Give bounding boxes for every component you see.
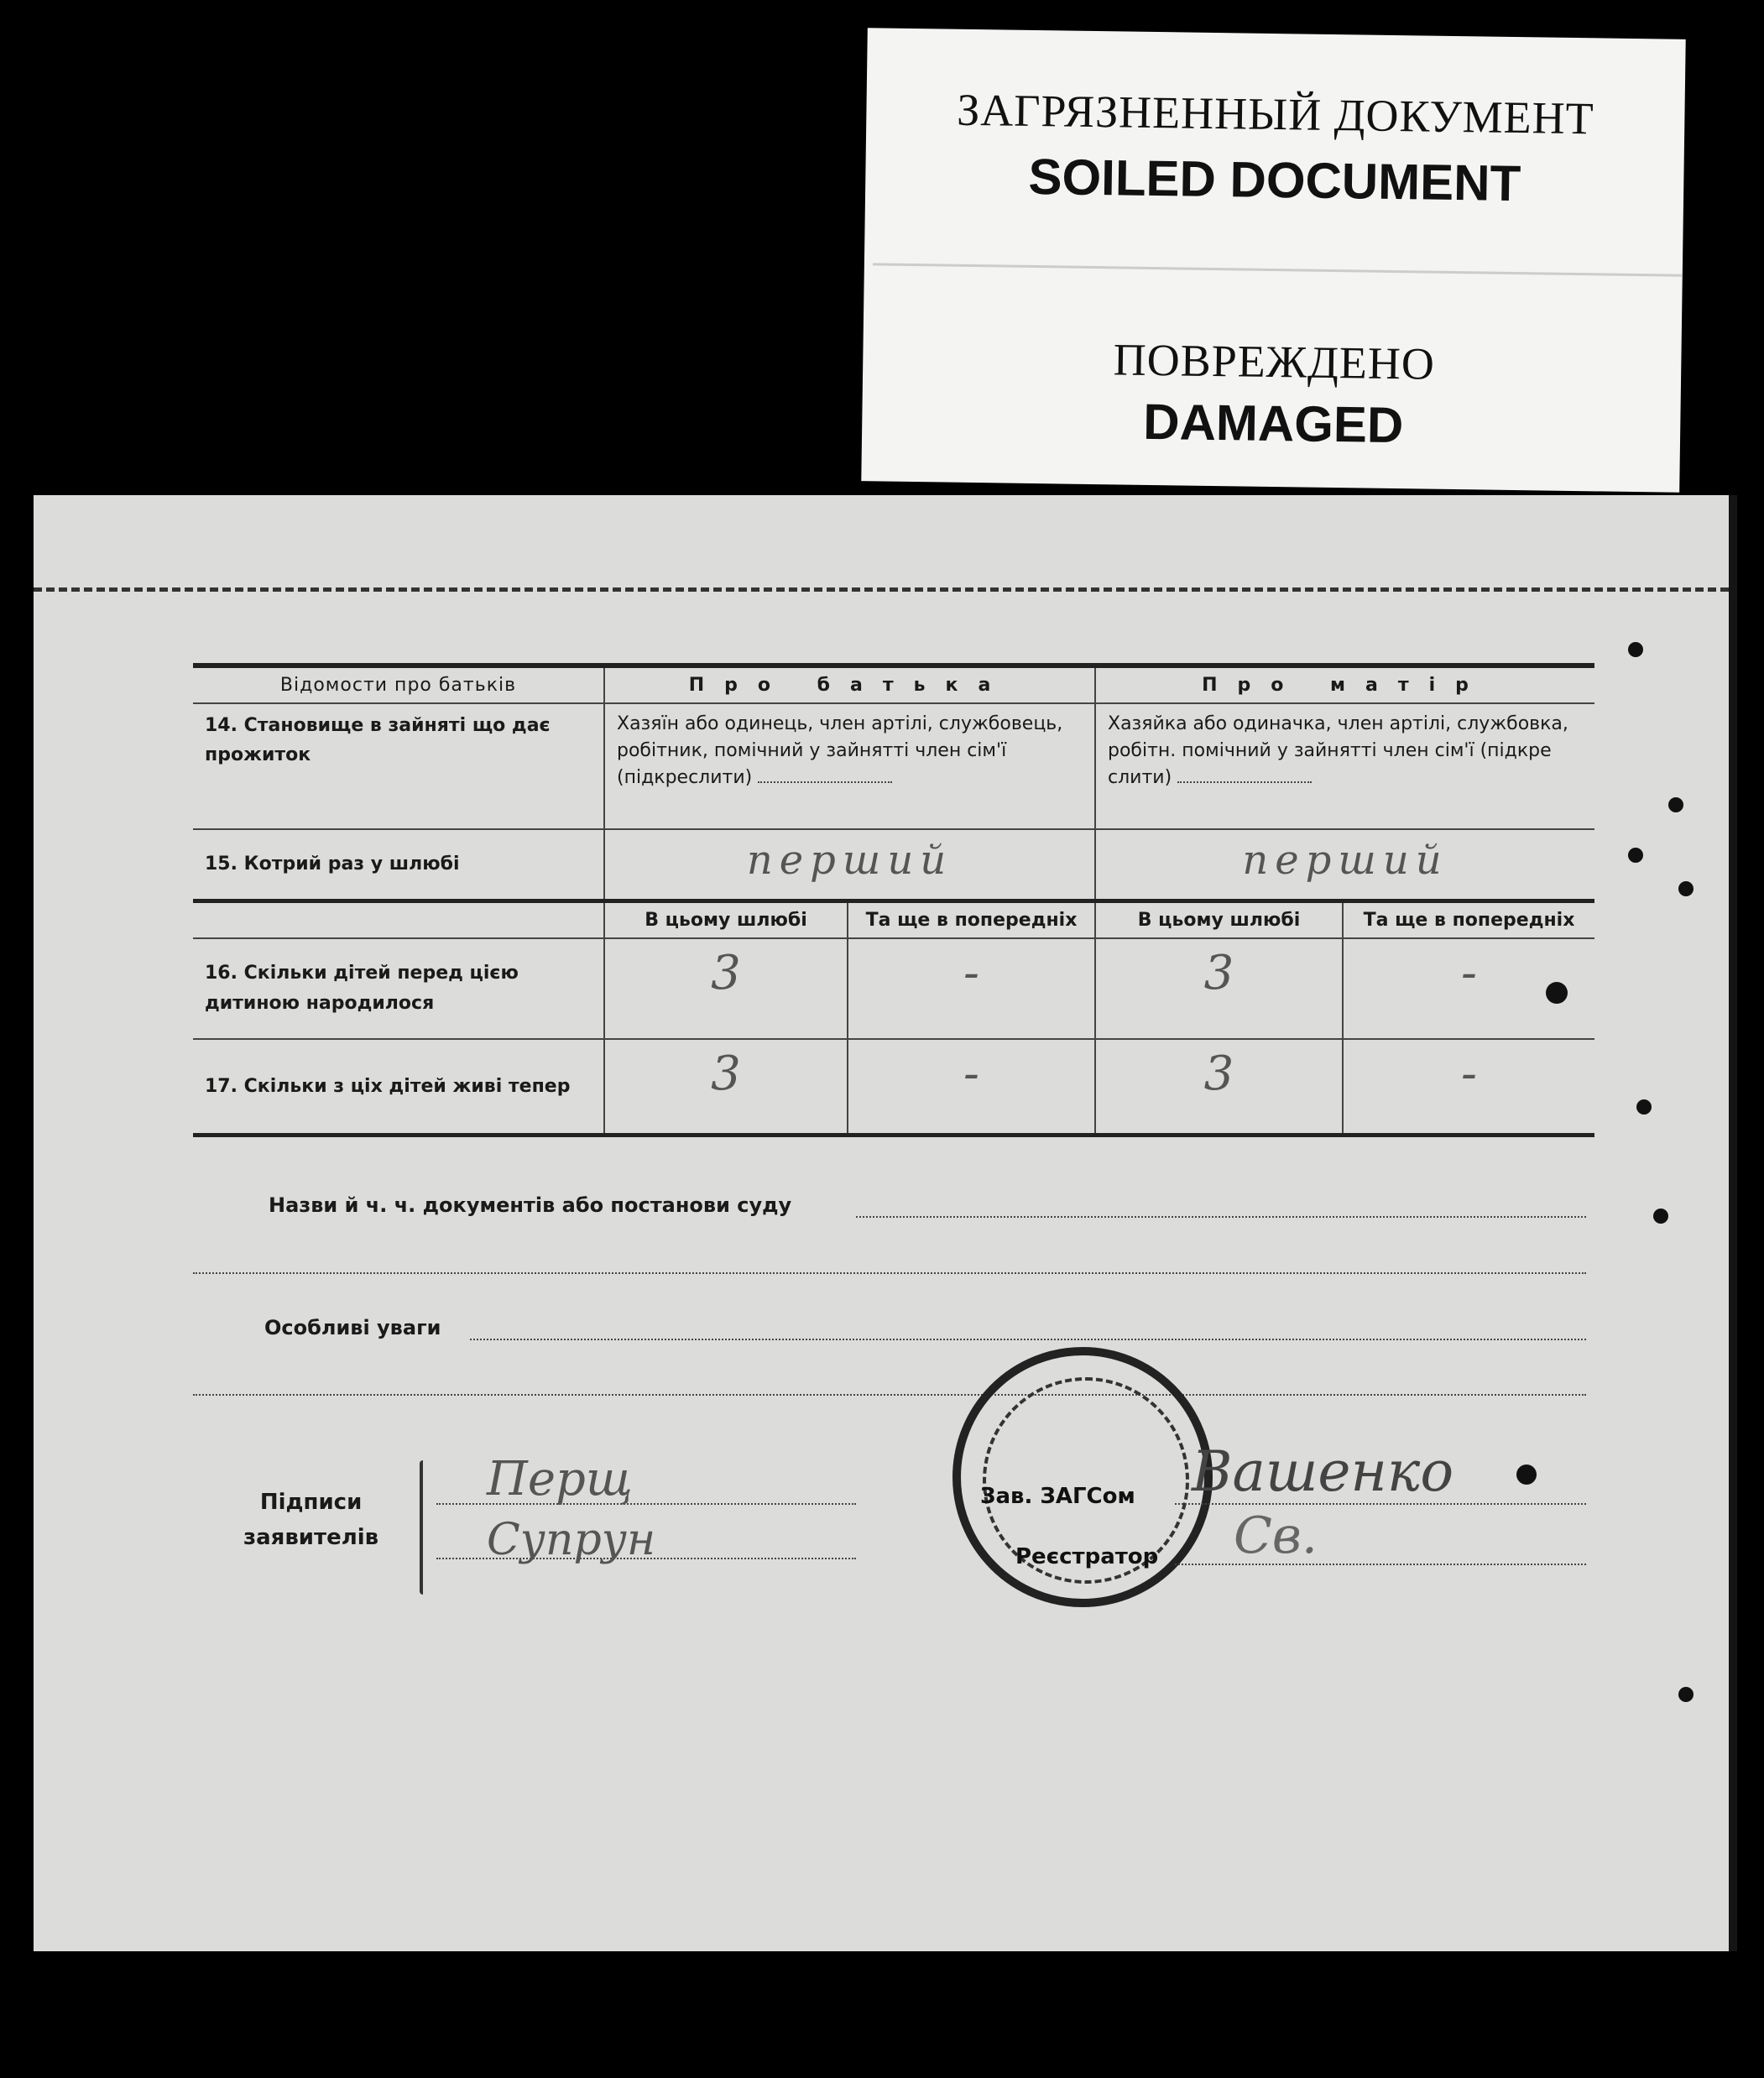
q14-mother-options (1095, 703, 1594, 829)
row-16 (193, 938, 1594, 1039)
punch-hole (1628, 848, 1643, 863)
header-father: Про батька (604, 666, 1095, 703)
notes-line-2 (193, 1393, 1586, 1396)
header-mother: Про матір (1095, 666, 1594, 703)
q16-mother-current: 3 (1095, 938, 1343, 1039)
subheader-row (193, 901, 1594, 938)
form-sheet (34, 495, 1737, 1951)
punch-hole (1678, 1687, 1694, 1702)
q15-label: 15. Котрий раз у шлюбі (205, 854, 460, 875)
head-signature: Вашенко (1192, 1439, 1454, 1504)
subhead-father-current: В цьому шлюбі (604, 901, 848, 938)
label-divider (873, 263, 1683, 276)
header-parents-info: Відомости про батьків (279, 675, 517, 696)
damaged-label-ru: ПОВРЕЖДЕНО (1113, 334, 1436, 389)
row-17 (193, 1039, 1594, 1136)
q15-father-value: перший (604, 829, 1095, 901)
damaged-label-en: DAMAGED (1142, 393, 1404, 454)
q16-father-current: 3 (604, 938, 848, 1039)
signatures-brace (420, 1460, 423, 1595)
q17-mother-current: 3 (1095, 1039, 1343, 1136)
q16-mother-previous: - (1343, 938, 1594, 1039)
subhead-mother-current: В цьому шлюбі (1095, 901, 1343, 938)
q14-father-options (604, 703, 1095, 829)
signatures-label-line1: Підписи (259, 1490, 363, 1515)
row-14 (193, 703, 1594, 829)
soiled-label-ru: ЗАГРЯЗНЕННЫЙ ДОКУМЕНТ (956, 84, 1595, 144)
punch-hole (1678, 881, 1694, 896)
q14-father-text: Хазяїн або одинець, член артілі, службовець, робітник, помічний у зайнятті член сім'ї (підкреслити) (617, 713, 1063, 788)
documents-line-2 (193, 1271, 1586, 1274)
table-header-row (193, 666, 1594, 703)
head-of-registry-label: Зав. ЗАГСом (980, 1484, 1135, 1509)
subhead-mother-previous: Та ще в попередніх (1343, 901, 1594, 938)
q16-father-previous: - (848, 938, 1095, 1039)
archive-label (861, 28, 1685, 493)
notes-label: Особливі уваги (264, 1316, 441, 1339)
table-bottom-rule (193, 1136, 1594, 1138)
row-15 (193, 829, 1594, 901)
perforation-line (34, 587, 1729, 592)
signatures-label-line2: заявителів (243, 1524, 379, 1550)
registrar-signature: Св. (1234, 1506, 1318, 1565)
documents-line (856, 1215, 1586, 1218)
notes-line (470, 1338, 1586, 1340)
empty-cell (193, 901, 604, 938)
q17-father-previous: - (848, 1039, 1095, 1136)
q17-mother-previous: - (1343, 1039, 1594, 1136)
subhead-father-previous: Та ще в попередніх (848, 901, 1095, 938)
q14-mother-text: Хазяйка або одиначка, член артілі, службовка, робітн. помічний у зайнятті член сім'ї (підкре слити) (1108, 713, 1568, 788)
dotted-blank (1177, 770, 1312, 783)
punch-hole (1653, 1209, 1668, 1224)
dotted-blank (758, 770, 892, 783)
soiled-label-en: SOILED DOCUMENT (1028, 148, 1521, 212)
applicant-signature-1: Перщ (487, 1452, 633, 1506)
q15-mother-value: перший (1095, 829, 1594, 901)
documents-label: Назви й ч. ч. документів або постанови суду (269, 1193, 792, 1217)
q17-label: 17. Скільки з ціх дітей живі тепер (205, 1075, 571, 1097)
punch-hole (1628, 642, 1643, 657)
punch-hole (1516, 1465, 1537, 1485)
punch-hole (1668, 797, 1683, 812)
punch-hole (1636, 1099, 1652, 1115)
q17-father-current: 3 (604, 1039, 848, 1136)
q16-label: 16. Скільки дітей перед цією дитиною народилося (205, 963, 519, 1014)
parents-info-form (193, 663, 1594, 1137)
signatures-label (243, 1485, 378, 1555)
registrar-label: Реєстратор (1015, 1544, 1159, 1569)
q14-label: 14. Становище в зайняті що дає прожиток (205, 715, 551, 766)
parents-table (193, 663, 1594, 1137)
applicant-signature-2: Супрун (487, 1515, 656, 1565)
